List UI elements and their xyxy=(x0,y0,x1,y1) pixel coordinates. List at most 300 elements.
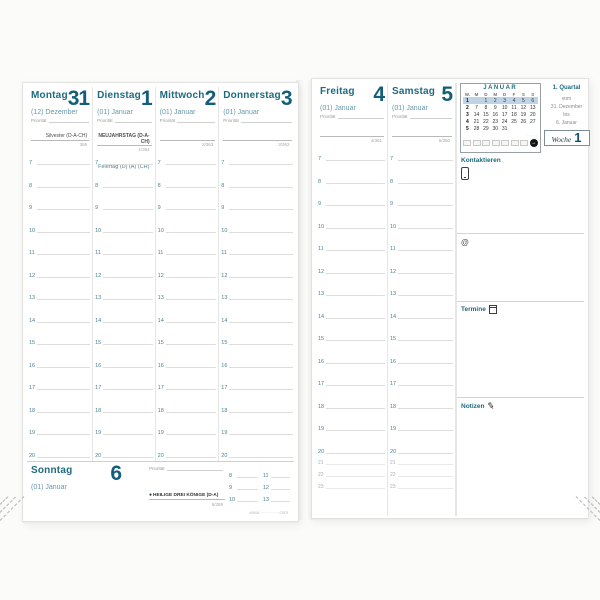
day-name: Donnerstag xyxy=(223,90,281,101)
hour-line xyxy=(166,299,217,300)
hour-line xyxy=(398,183,453,184)
hour-row xyxy=(316,221,385,230)
day-column-donnerstag xyxy=(219,87,294,461)
nav-box xyxy=(473,140,481,146)
holiday-note: Feiertag (D) (A) (CH) xyxy=(98,164,150,170)
hour-line xyxy=(37,457,90,458)
website-watermark: www.············.com xyxy=(249,510,288,515)
hour-row xyxy=(156,247,217,256)
hour-number: 21 xyxy=(318,460,324,466)
priority-row xyxy=(223,118,291,123)
minical-day-cell: 24 xyxy=(501,118,508,125)
hour-line xyxy=(229,412,292,413)
termine-section xyxy=(461,305,497,314)
hour-number: 7 xyxy=(95,160,99,166)
hour-number: 15 xyxy=(29,340,36,346)
hour-number: 8 xyxy=(95,182,99,189)
hour-row xyxy=(156,382,217,391)
hour-number: 12 xyxy=(95,272,102,279)
hour-number: 10 xyxy=(95,227,102,234)
minical-day-cell: 14 xyxy=(473,111,480,118)
kontaktieren-label: Kontaktieren xyxy=(461,157,501,164)
priority-row xyxy=(31,118,89,123)
hour-number: 13 xyxy=(262,497,269,503)
hour-row xyxy=(93,292,153,301)
hour-row xyxy=(388,378,453,387)
section-divider xyxy=(457,397,584,398)
hour-number: 23 xyxy=(318,484,324,490)
hour-number: 11 xyxy=(318,246,324,252)
termine-label: Termine xyxy=(461,306,486,313)
priority-line xyxy=(410,115,452,119)
hour-row xyxy=(316,469,385,478)
dow-label: D xyxy=(484,92,488,97)
minical-day-cell: 27 xyxy=(530,118,536,125)
holiday-text: HEILIGE DREI KÖNIGE (D-A) xyxy=(153,493,219,498)
quartal-title: 1. Quartal xyxy=(552,85,581,91)
hour-line xyxy=(37,322,90,323)
hour-line xyxy=(37,412,90,413)
hour-row xyxy=(316,311,385,320)
hour-row xyxy=(227,494,258,503)
hour-row xyxy=(93,337,153,346)
hour-number: 20 xyxy=(95,452,102,459)
priority-line xyxy=(338,115,384,119)
holiday-line xyxy=(160,133,216,141)
hour-line xyxy=(398,385,453,386)
nav-box xyxy=(492,140,500,146)
hour-line xyxy=(37,344,90,345)
hour-line xyxy=(237,489,258,490)
hour-row xyxy=(27,450,90,459)
hour-line xyxy=(103,389,153,390)
minical-day-cell: 30 xyxy=(492,125,499,132)
hour-line xyxy=(326,488,385,489)
hour-row xyxy=(93,180,153,189)
hour-number: 17 xyxy=(390,381,397,387)
minical-footnote: · · · · · xyxy=(526,133,538,138)
hour-number: 10 xyxy=(390,223,397,230)
hour-number: 18 xyxy=(95,407,102,414)
hour-row xyxy=(388,311,453,320)
hour-row xyxy=(156,405,217,414)
hour-number: 8 xyxy=(29,182,33,189)
minical-day-cell xyxy=(472,97,481,104)
hour-row xyxy=(388,423,453,432)
quartal-to-date: 6. Januar xyxy=(556,120,577,126)
hour-number: 14 xyxy=(318,313,325,320)
hour-row xyxy=(27,270,90,279)
holiday-line xyxy=(223,133,291,141)
hour-line xyxy=(166,187,217,188)
hour-row xyxy=(316,423,385,432)
day-header-dienstag xyxy=(93,87,155,157)
hour-number: 15 xyxy=(221,340,228,346)
hour-number: 19 xyxy=(95,430,102,436)
minical-day-cell: 22 xyxy=(483,118,489,125)
day-number: 1 xyxy=(140,87,152,110)
hour-line xyxy=(237,477,258,478)
hour-number: 17 xyxy=(29,385,36,391)
hour-line xyxy=(166,209,217,210)
hour-line xyxy=(37,367,90,368)
week-number: 1 xyxy=(574,130,582,145)
nav-box xyxy=(463,140,471,146)
hour-number: 10 xyxy=(318,223,325,230)
hour-line xyxy=(271,477,290,478)
hour-row xyxy=(316,457,385,466)
hour-row xyxy=(388,401,453,410)
hour-row xyxy=(93,247,153,256)
hour-line xyxy=(229,209,292,210)
minical-day-cell: 15 xyxy=(483,111,489,118)
day-number: 4 xyxy=(373,83,384,106)
hour-number: 15 xyxy=(390,336,397,342)
day-count: 4/361 xyxy=(370,138,382,143)
day-month: (01) Januar xyxy=(159,109,196,116)
hour-row xyxy=(388,356,453,365)
hour-number: 13 xyxy=(95,295,102,301)
hour-row xyxy=(156,360,217,369)
priority-label: Priorität xyxy=(223,118,239,123)
hour-line xyxy=(229,232,292,233)
day-month: (01) Januar xyxy=(97,109,133,116)
right-day-columns xyxy=(316,83,584,516)
hour-number: 14 xyxy=(221,317,228,324)
hour-row xyxy=(219,315,292,324)
minical-day-cell: 13 xyxy=(530,104,536,111)
hour-line xyxy=(103,367,153,368)
minical-day-cell: 19 xyxy=(520,111,527,118)
dow-label: M xyxy=(493,92,498,97)
hour-line xyxy=(37,187,90,188)
hour-line xyxy=(326,340,385,341)
hour-number: 18 xyxy=(157,407,164,414)
hour-line xyxy=(166,434,217,435)
hour-row xyxy=(156,427,217,436)
hour-row xyxy=(156,337,217,346)
day-header-montag xyxy=(27,87,92,157)
dow-label: M xyxy=(474,92,479,97)
section-divider xyxy=(457,301,584,302)
priority-line xyxy=(49,119,90,123)
hour-line xyxy=(229,299,292,300)
day-column-mittwoch xyxy=(156,87,220,461)
week-label: Woche xyxy=(551,135,572,144)
hour-row xyxy=(316,481,385,490)
hour-number: 8 xyxy=(157,182,161,189)
hour-line xyxy=(37,389,90,390)
hour-line xyxy=(37,434,90,435)
hour-row xyxy=(219,337,292,346)
left-page xyxy=(22,82,299,522)
mini-calendar xyxy=(463,92,538,132)
hour-line xyxy=(166,322,217,323)
hour-number: 12 xyxy=(221,272,228,279)
day-count: 365 xyxy=(79,142,88,147)
hour-number: 7 xyxy=(390,156,394,162)
hour-line xyxy=(37,232,90,233)
minical-day-cell: 25 xyxy=(511,118,517,125)
hour-row xyxy=(93,382,153,391)
hour-row xyxy=(156,292,217,301)
hour-row xyxy=(156,157,217,166)
quartal-from-date: 31. Dezember xyxy=(550,104,583,110)
hour-row xyxy=(388,288,453,297)
hour-number: 11 xyxy=(95,250,101,256)
hour-number: 9 xyxy=(29,205,33,211)
day-column-samstag xyxy=(388,83,456,516)
day-count: 1/364 xyxy=(138,147,150,152)
hour-grid-donnerstag xyxy=(219,157,294,461)
hour-row xyxy=(27,157,90,166)
hour-row xyxy=(316,446,385,455)
hour-line xyxy=(103,344,153,345)
hour-number: 13 xyxy=(157,295,164,301)
hour-grid-dienstag xyxy=(93,157,155,461)
hour-number: 21 xyxy=(390,460,396,466)
minical-day-cell: 28 xyxy=(473,125,480,132)
hour-line xyxy=(326,183,385,184)
hour-number: 16 xyxy=(318,358,325,365)
hour-line xyxy=(398,318,453,319)
hour-line xyxy=(271,501,290,502)
hour-number: 19 xyxy=(29,430,36,436)
hour-line xyxy=(37,299,90,300)
dow-label: F xyxy=(512,92,516,97)
hour-number: 10 xyxy=(221,227,228,234)
hour-row xyxy=(219,292,292,301)
hour-line xyxy=(326,363,385,364)
day-number: 2 xyxy=(204,87,216,110)
hour-number: 9 xyxy=(95,205,99,211)
hour-number: 10 xyxy=(157,227,164,234)
minical-day-cell: 3 xyxy=(503,97,507,104)
week-number-cell: 3 xyxy=(466,111,469,118)
hour-row xyxy=(388,221,453,230)
hour-line xyxy=(271,489,290,490)
hour-line xyxy=(398,430,453,431)
hour-number: 9 xyxy=(221,205,225,211)
hour-number: 14 xyxy=(390,313,397,320)
hour-line xyxy=(166,389,217,390)
hour-row xyxy=(27,247,90,256)
hour-row xyxy=(261,482,290,491)
holiday-line xyxy=(149,492,225,500)
hour-line xyxy=(398,363,453,364)
hour-row xyxy=(219,427,292,436)
hour-number: 13 xyxy=(318,291,325,297)
nav-box xyxy=(511,140,519,146)
hour-line xyxy=(103,232,153,233)
hour-line xyxy=(237,501,258,502)
hour-line xyxy=(229,457,292,458)
day-month: (12) Dezember xyxy=(31,109,78,116)
hour-line xyxy=(229,434,292,435)
hour-row xyxy=(93,450,153,459)
hour-row xyxy=(156,225,217,234)
hour-row xyxy=(219,180,292,189)
hour-number: 22 xyxy=(318,472,324,478)
hour-line xyxy=(326,408,385,409)
hour-line xyxy=(229,164,292,165)
hour-line xyxy=(166,164,217,165)
hour-line xyxy=(103,322,153,323)
holiday-line xyxy=(320,129,384,137)
sunday-middle xyxy=(147,462,225,519)
minical-week-row xyxy=(463,104,538,111)
nav-box xyxy=(482,140,490,146)
day-header-donnerstag xyxy=(219,87,294,157)
minical-day-cell: 11 xyxy=(511,104,517,111)
hour-row xyxy=(261,470,290,479)
hour-line xyxy=(103,412,153,413)
hour-row xyxy=(93,157,153,166)
hour-line xyxy=(166,412,217,413)
hour-line xyxy=(37,277,90,278)
hour-number: 19 xyxy=(318,426,325,432)
hour-line xyxy=(166,344,217,345)
hour-number: 18 xyxy=(221,407,228,414)
minical-day-cell: 16 xyxy=(492,111,499,118)
priority-line xyxy=(241,119,292,123)
minical-day-cell: 10 xyxy=(501,104,508,111)
hour-number: 11 xyxy=(157,250,164,256)
hour-line xyxy=(398,273,453,274)
minical-day-cell xyxy=(519,125,528,132)
hour-number: 9 xyxy=(157,205,161,211)
hour-number: 13 xyxy=(221,295,228,301)
day-header-mittwoch xyxy=(156,87,219,157)
hour-row xyxy=(388,176,453,185)
hour-number: 15 xyxy=(157,340,164,346)
hour-number: 15 xyxy=(95,340,102,346)
section-divider xyxy=(457,233,584,234)
hour-number: 12 xyxy=(390,268,397,275)
hour-number: 7 xyxy=(221,160,225,166)
hour-row xyxy=(93,360,153,369)
hour-line xyxy=(229,344,292,345)
photo-corner-bottom-right xyxy=(566,494,600,524)
hour-line xyxy=(398,464,453,465)
priority-label: Priorität xyxy=(159,118,176,123)
minical-day-cell: 18 xyxy=(511,111,517,118)
week-number-cell: 1 xyxy=(466,97,469,104)
minical-day-cell: 20 xyxy=(530,111,536,118)
hour-line xyxy=(326,295,385,296)
hour-line xyxy=(229,322,292,323)
hour-number: 22 xyxy=(390,472,396,478)
hour-row xyxy=(93,315,153,324)
hour-number: 16 xyxy=(221,362,228,369)
day-month: (01) Januar xyxy=(392,105,428,112)
day-header-sonntag xyxy=(27,462,147,519)
hour-number: 9 xyxy=(390,201,394,207)
priority-row xyxy=(149,466,223,471)
hour-line xyxy=(37,254,90,255)
notizen-label: Notizen xyxy=(461,403,485,410)
priority-row xyxy=(97,118,152,123)
hour-row xyxy=(388,469,453,478)
hour-row xyxy=(388,457,453,466)
hour-row xyxy=(316,288,385,297)
day-header-freitag xyxy=(316,83,387,153)
week-number-cell: 5 xyxy=(466,125,469,132)
hour-row xyxy=(388,266,453,275)
quartal-vom: vom xyxy=(561,96,572,102)
day-count: 5/360 xyxy=(438,138,450,143)
dow-label: D xyxy=(503,92,507,97)
priority-label: Priorität xyxy=(31,118,47,123)
hour-line xyxy=(166,254,217,255)
hour-line xyxy=(229,367,292,368)
hour-row xyxy=(156,315,217,324)
minical-week-row xyxy=(463,97,538,104)
hour-row xyxy=(388,481,453,490)
hour-number: 18 xyxy=(29,407,36,414)
hour-line xyxy=(229,389,292,390)
hour-row xyxy=(316,333,385,342)
holiday-bullet: ● xyxy=(149,492,153,498)
hour-row xyxy=(388,446,453,455)
minical-day-cell: 26 xyxy=(520,118,527,125)
day-number: 3 xyxy=(280,87,292,110)
hour-line xyxy=(37,209,90,210)
hour-line xyxy=(398,205,453,206)
hour-line xyxy=(229,277,292,278)
sidebar xyxy=(456,83,584,516)
hour-row xyxy=(27,180,90,189)
pencil-icon: ✎ xyxy=(486,400,496,412)
minical-day-cell: 29 xyxy=(483,125,489,132)
hour-number: 20 xyxy=(390,448,397,455)
hour-number: 8 xyxy=(390,178,394,185)
hour-row xyxy=(156,450,217,459)
day-count: 6/359 xyxy=(211,502,223,507)
hour-row xyxy=(316,401,385,410)
hour-line xyxy=(326,464,385,465)
hour-row xyxy=(156,270,217,279)
hour-row xyxy=(27,405,90,414)
quartal-block xyxy=(544,83,590,153)
hour-number: 11 xyxy=(221,250,227,256)
minical-day-cell: 4 xyxy=(512,97,516,104)
hour-number: 14 xyxy=(95,317,102,324)
hour-grid-montag xyxy=(27,157,92,461)
hour-line xyxy=(103,254,153,255)
hour-line xyxy=(326,228,385,229)
minical-day-cell xyxy=(509,125,518,132)
day-column-dienstag xyxy=(93,87,156,461)
minical-day-cell: 2 xyxy=(493,97,497,104)
hour-row xyxy=(316,378,385,387)
kontaktieren-section xyxy=(461,157,501,180)
minical-day-cell: 5 xyxy=(522,97,525,104)
day-column-freitag xyxy=(316,83,388,516)
hour-row xyxy=(388,198,453,207)
hour-number: 11 xyxy=(29,250,35,256)
notizen-section xyxy=(461,401,495,412)
hour-number: 11 xyxy=(390,246,396,252)
hour-row xyxy=(27,292,90,301)
hour-row xyxy=(27,202,90,211)
dow-label: S xyxy=(531,92,535,97)
hour-line xyxy=(398,476,453,477)
hour-line xyxy=(398,408,453,409)
priority-label: Priorität xyxy=(97,118,113,123)
day-name: Freitag xyxy=(320,86,355,97)
hour-number: 23 xyxy=(390,484,396,490)
